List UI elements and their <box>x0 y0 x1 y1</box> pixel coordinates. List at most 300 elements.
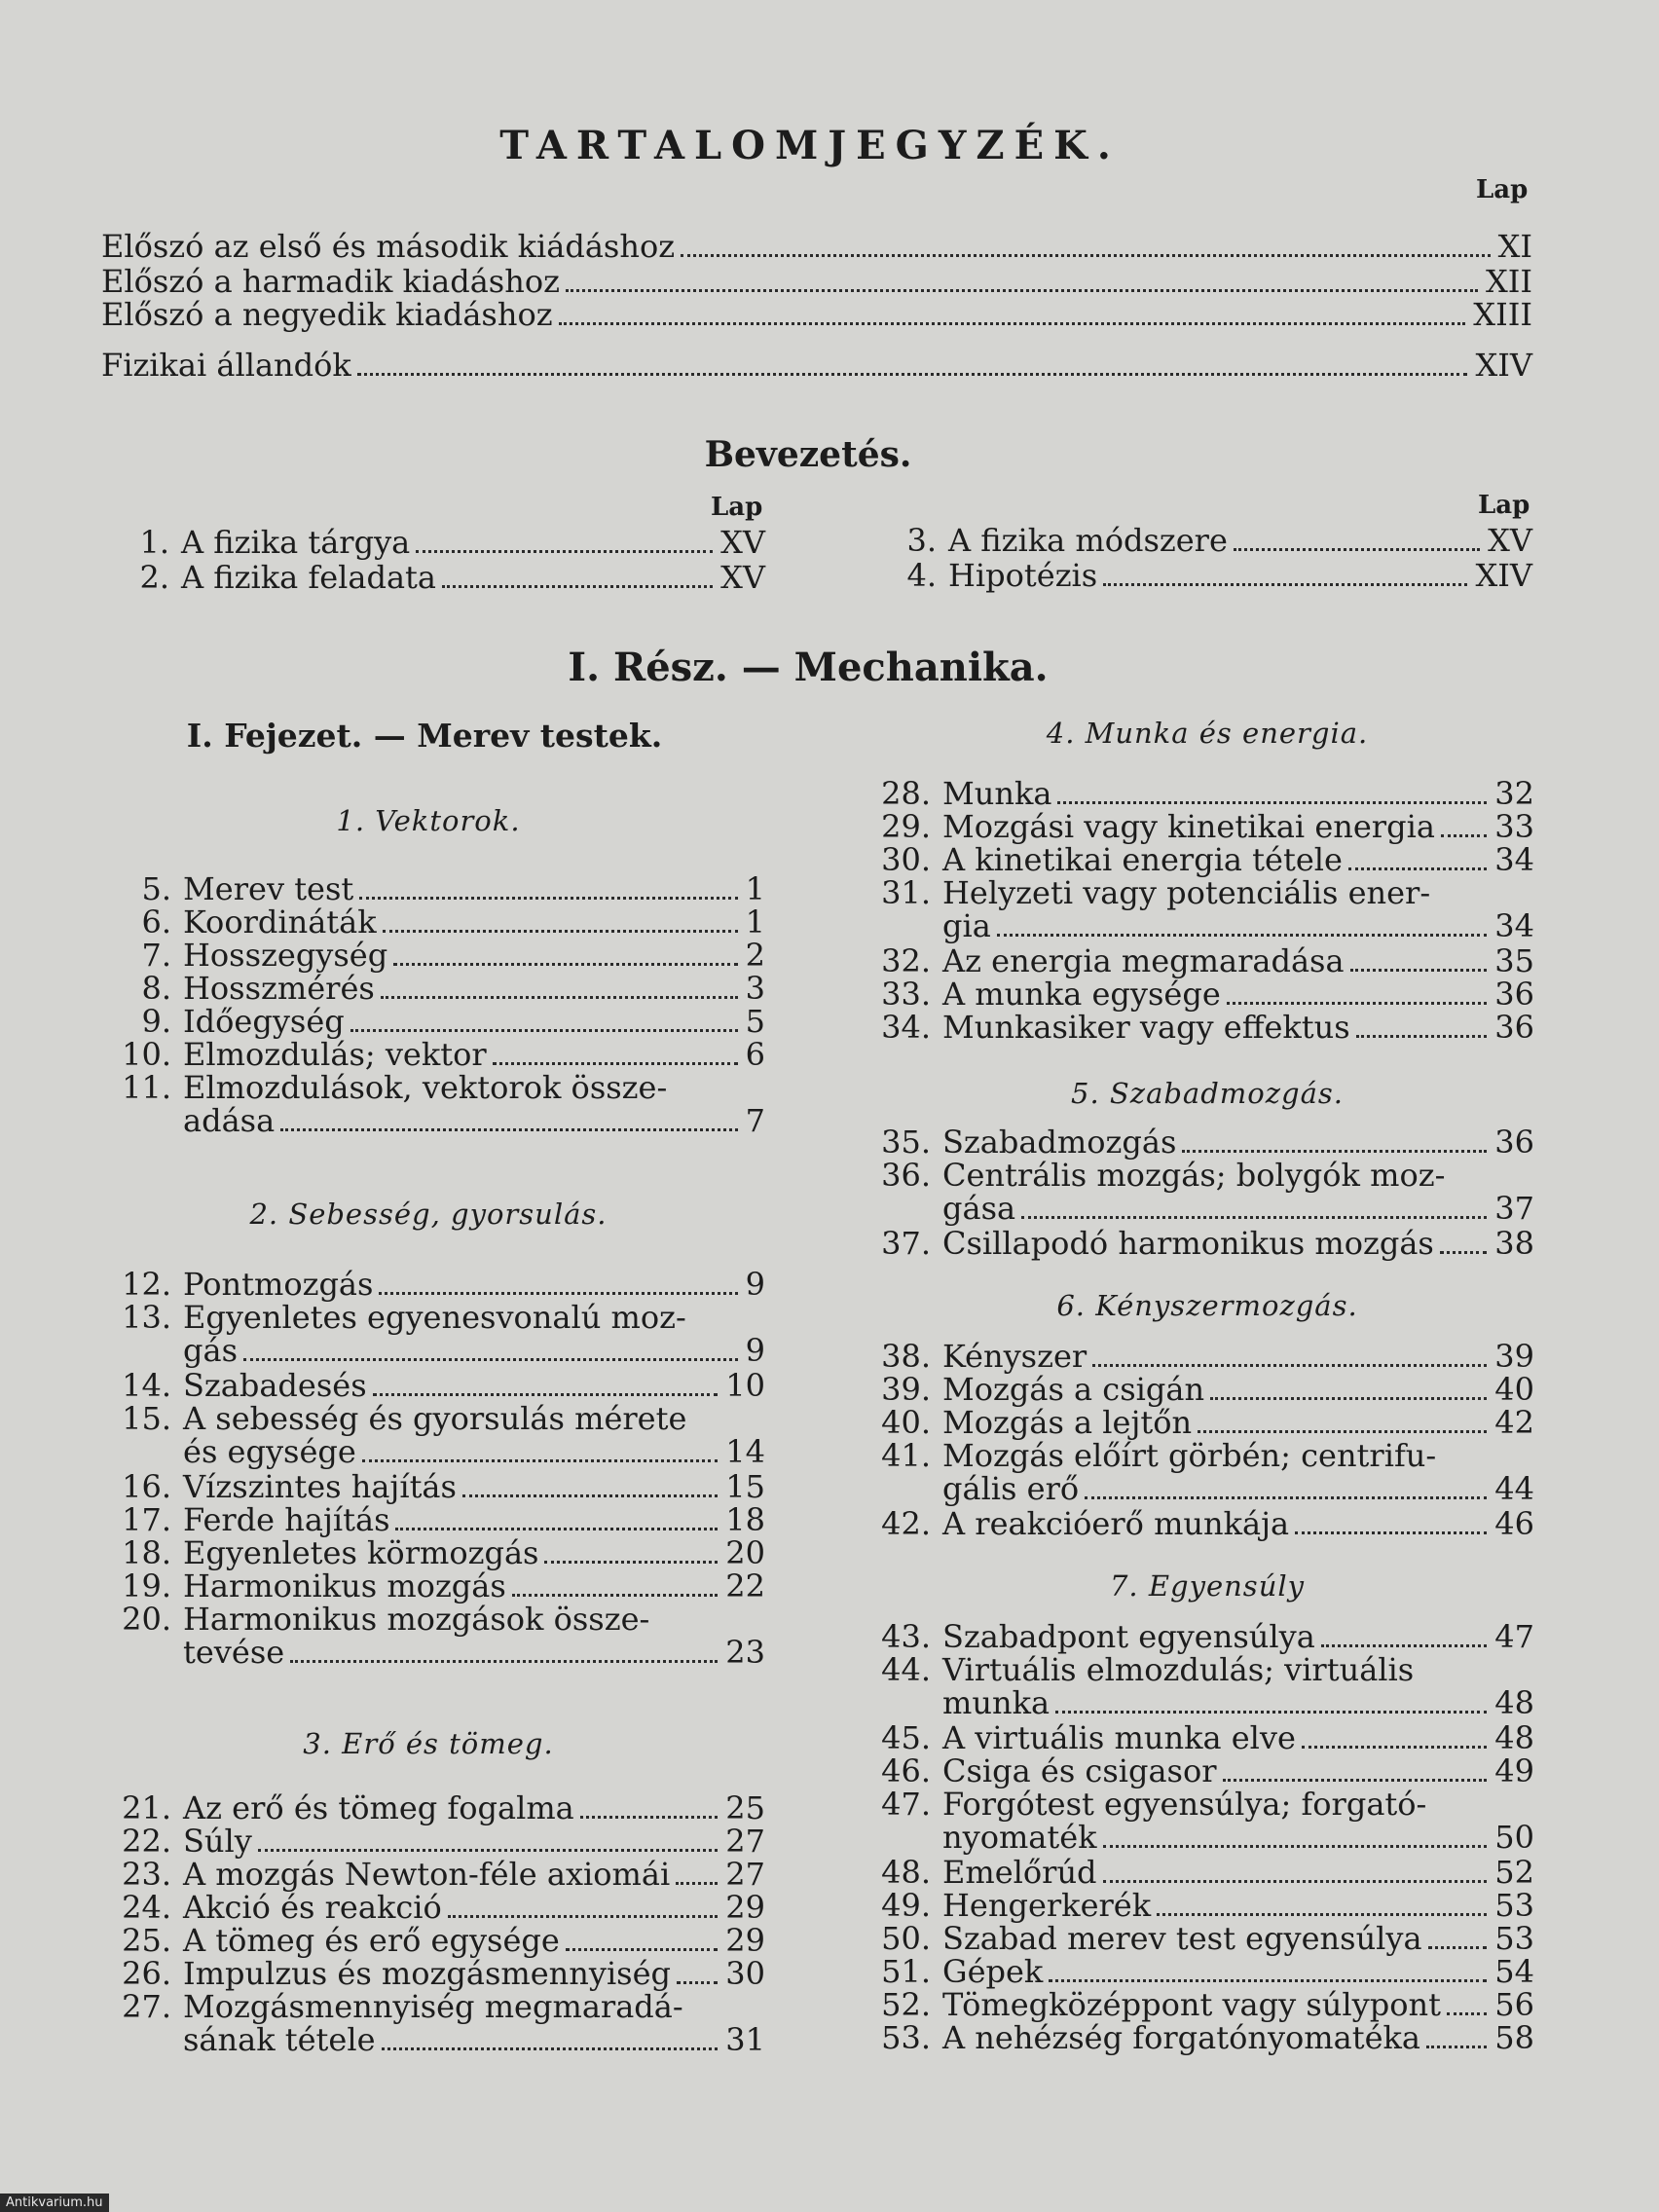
entry-page: 29 <box>725 1922 765 1959</box>
toc-entry <box>872 843 1534 877</box>
entry-page: 36 <box>1494 976 1534 1013</box>
toc-entry <box>109 1825 765 1859</box>
toc-entry <box>109 1301 765 1335</box>
dot-leader <box>1085 1496 1487 1499</box>
toc-entry <box>109 1858 765 1892</box>
entry-num: 18. <box>122 1534 171 1571</box>
intro-row <box>886 524 1532 558</box>
toc-entry <box>109 1402 765 1436</box>
dot-leader <box>448 1915 719 1918</box>
entry-label: Vízszintes hajítás <box>183 1468 457 1505</box>
part-heading: I. Rész. — Mechanika. <box>568 645 1049 690</box>
entry-page: 44 <box>1494 1470 1534 1507</box>
entry-page: 31 <box>725 2021 765 2058</box>
toc-entry <box>872 1406 1534 1440</box>
entry-label: Helyzeti vagy potenciális ener- <box>942 874 1431 911</box>
toc-entry-continuation <box>183 1636 765 1670</box>
entry-label: Szabadesés <box>183 1367 367 1404</box>
entry-num: 40. <box>881 1404 931 1441</box>
entry-page: 40 <box>1494 1371 1534 1408</box>
entry-page: 30 <box>725 1955 765 1992</box>
entry-num: 9. <box>141 1003 171 1040</box>
entry-num: 48. <box>881 1854 931 1891</box>
entry-label: Harmonikus mozgások össze- <box>183 1601 650 1638</box>
entry-label: A sebesség és gyorsulás mérete <box>183 1400 687 1437</box>
entry-num: 22. <box>122 1823 171 1860</box>
entry-page: XII <box>1485 263 1532 300</box>
entry-page: 50 <box>1494 1819 1534 1856</box>
entry-page: 53 <box>1494 1920 1534 1957</box>
toc-entry <box>872 1754 1534 1788</box>
entry-num: 21. <box>122 1789 171 1826</box>
entry-label-continuation: tevése <box>183 1634 285 1671</box>
entry-page: XV <box>720 524 765 561</box>
entry-page: 6 <box>745 1036 765 1073</box>
dot-leader <box>566 1948 718 1951</box>
preface-row <box>101 298 1532 332</box>
dot-leader <box>1356 1035 1488 1038</box>
toc-entry-continuation <box>183 1435 765 1469</box>
toc-entry <box>872 1988 1534 2022</box>
section-heading: 3. Erő és tömeg. <box>303 1727 554 1760</box>
entry-label: Ferde hajítás <box>183 1501 390 1538</box>
entry-page: 34 <box>1494 907 1534 944</box>
entry-page: 48 <box>1494 1684 1534 1721</box>
entry-label: Előszó az első és második kiádáshoz <box>101 228 676 265</box>
entry-label-continuation: adása <box>183 1102 276 1139</box>
entry-page: 5 <box>745 1003 765 1040</box>
entry-num: 44. <box>881 1651 931 1688</box>
dot-leader <box>1348 867 1487 870</box>
entry-label: Csiga és csigasor <box>942 1752 1217 1789</box>
dot-leader <box>373 1393 719 1396</box>
entry-page: 58 <box>1494 2019 1534 2056</box>
entry-label: Súly <box>183 1823 252 1860</box>
entry-label: Centrális mozgás; bolygók moz- <box>942 1157 1446 1194</box>
dot-leader <box>290 1660 718 1663</box>
entry-num: 15. <box>122 1400 171 1437</box>
entry-label: Mozgási vagy kinetikai energia <box>942 808 1435 845</box>
toc-entry <box>872 777 1534 811</box>
entry-num: 1. <box>139 524 169 561</box>
dot-leader <box>1227 1002 1488 1005</box>
entry-page: 48 <box>1494 1719 1534 1756</box>
dot-leader <box>243 1358 738 1361</box>
dot-leader <box>1321 1644 1488 1647</box>
toc-entry-continuation <box>183 1334 765 1368</box>
dot-leader <box>677 1981 718 1984</box>
entry-label: Az erő és tömeg fogalma <box>183 1789 574 1826</box>
dot-leader <box>544 1561 718 1564</box>
toc-entry <box>872 944 1534 978</box>
entry-num: 13. <box>122 1299 171 1336</box>
entry-page: 56 <box>1494 1986 1534 2023</box>
section-heading: 5. Szabadmozgás. <box>1071 1077 1344 1110</box>
page-title: TARTALOMJEGYZÉK. <box>499 123 1121 168</box>
entry-num: 41. <box>881 1437 931 1474</box>
toc-entry <box>109 1536 765 1570</box>
dot-leader <box>383 930 738 933</box>
entry-label: A fizika feladata <box>181 559 436 596</box>
entry-num: 33. <box>881 976 931 1013</box>
dot-leader <box>258 1849 718 1852</box>
watermark: Antikvarium.hu <box>0 2194 109 2212</box>
toc-entry <box>109 1071 765 1105</box>
toc-entry <box>872 1227 1534 1261</box>
dot-leader <box>382 2047 719 2050</box>
entry-label: A virtuális munka elve <box>942 1719 1296 1756</box>
entry-label: Elmozdulás; vektor <box>183 1036 487 1073</box>
entry-page: 29 <box>725 1889 765 1926</box>
entry-page: 9 <box>745 1266 765 1303</box>
toc-entry <box>872 876 1534 910</box>
entry-label: Koordináták <box>183 903 377 940</box>
toc-entry <box>109 1990 765 2024</box>
entry-page: 54 <box>1494 1953 1534 1990</box>
entry-num: 28. <box>881 775 931 812</box>
toc-entry <box>872 810 1534 844</box>
section-heading: 2. Sebesség, gyorsulás. <box>249 1198 608 1231</box>
entry-page: 49 <box>1494 1752 1534 1789</box>
preface-row <box>101 230 1532 264</box>
entry-label-continuation: gális erő <box>942 1470 1080 1507</box>
dot-leader <box>393 963 737 966</box>
dot-leader <box>1021 1216 1487 1219</box>
toc-entry <box>872 1922 1534 1956</box>
entry-num: 10. <box>122 1036 171 1073</box>
dot-leader <box>1055 1711 1487 1714</box>
dot-leader <box>1103 1880 1488 1883</box>
toc-entry <box>872 1011 1534 1045</box>
entry-page: XIV <box>1475 557 1532 594</box>
entry-page: 52 <box>1494 1854 1534 1891</box>
toc-entry <box>109 1038 765 1072</box>
entry-page: 33 <box>1494 808 1534 845</box>
entry-label: Hosszmérés <box>183 970 375 1007</box>
entry-num: 53. <box>881 2019 931 2056</box>
toc-entry <box>109 1005 765 1039</box>
dot-leader <box>1441 834 1487 837</box>
entry-num: 16. <box>122 1468 171 1505</box>
toc-entry <box>872 1507 1534 1541</box>
entry-page: 38 <box>1494 1225 1534 1262</box>
entry-label-continuation: munka <box>942 1684 1051 1721</box>
entry-label: Szabadmozgás <box>942 1124 1177 1161</box>
dot-leader <box>1447 2012 1487 2015</box>
dot-leader <box>1198 1430 1487 1433</box>
entry-page: 39 <box>1494 1338 1534 1375</box>
entry-label: Előszó a harmadik kiadáshoz <box>101 263 560 300</box>
entry-label: Akció és reakció <box>183 1889 442 1926</box>
entry-label: Merev test <box>183 870 354 907</box>
toc-entry-continuation <box>183 1104 765 1138</box>
entry-num: 42. <box>881 1505 931 1542</box>
entry-label: Egyenletes egyenesvonalú moz- <box>183 1299 686 1336</box>
entry-num: 43. <box>881 1618 931 1655</box>
entry-num: 4. <box>906 557 937 594</box>
dot-leader <box>1049 1979 1487 1982</box>
entry-page: 47 <box>1494 1618 1534 1655</box>
dot-leader <box>580 1816 719 1819</box>
entry-num: 52. <box>881 1986 931 2023</box>
entry-page: 2 <box>745 937 765 974</box>
toc-entry <box>872 1653 1534 1687</box>
entry-label: Kényszer <box>942 1338 1088 1375</box>
dot-leader <box>1210 1397 1487 1400</box>
dot-leader <box>381 996 738 999</box>
toc-entry <box>872 1788 1534 1822</box>
entry-page: 25 <box>725 1789 765 1826</box>
dot-leader <box>362 1459 718 1462</box>
entry-label: Virtuális elmozdulás; virtuális <box>942 1651 1415 1688</box>
entry-num: 38. <box>881 1338 931 1375</box>
entry-label: A kinetikai energia tétele <box>942 841 1343 878</box>
entry-num: 37. <box>881 1225 931 1262</box>
dot-leader <box>280 1128 738 1131</box>
entry-label: Mozgás a lejtőn <box>942 1404 1193 1441</box>
entry-page: 53 <box>1494 1887 1534 1924</box>
entry-label: Mozgásmennyiség megmaradá- <box>183 1988 683 2025</box>
entry-num: 26. <box>122 1955 171 1992</box>
toc-entry <box>872 1340 1534 1374</box>
entry-num: 31. <box>881 874 931 911</box>
entry-label-continuation: gia <box>942 907 991 944</box>
entry-page: XV <box>1488 522 1532 559</box>
entry-label: A fizika tárgya <box>181 524 411 561</box>
entry-page: 7 <box>745 1102 765 1139</box>
toc-entry <box>109 1369 765 1403</box>
entry-num: 7. <box>141 937 171 974</box>
dot-leader <box>1223 1779 1488 1782</box>
section-heading: 7. Egyensúly <box>1109 1569 1306 1603</box>
entry-label: Szabad merev test egyensúlya <box>942 1920 1422 1957</box>
entry-label: A mozgás Newton-féle axiomái <box>183 1856 671 1893</box>
entry-num: 27. <box>122 1988 171 2025</box>
entry-page: 1 <box>745 903 765 940</box>
entry-page: 27 <box>725 1856 765 1893</box>
entry-page: 23 <box>725 1634 765 1671</box>
dot-leader <box>676 1882 718 1885</box>
toc-entry <box>109 1791 765 1825</box>
entry-num: 36. <box>881 1157 931 1194</box>
entry-num: 32. <box>881 942 931 979</box>
section-heading: 6. Kényszermozgás. <box>1056 1289 1358 1322</box>
entry-page: 46 <box>1494 1505 1534 1542</box>
entry-num: 39. <box>881 1371 931 1408</box>
dot-leader <box>1092 1364 1487 1367</box>
entry-label: Mozgás a csigán <box>942 1371 1205 1408</box>
entry-num: 2. <box>139 559 169 596</box>
toc-entry <box>872 977 1534 1012</box>
entry-label: A nehézség forgatónyomatéka <box>942 2019 1420 2056</box>
entry-page: 22 <box>725 1567 765 1604</box>
lap-label-right: Lap <box>1478 491 1530 520</box>
toc-entry <box>872 1125 1534 1160</box>
entry-label: Fizikai állandók <box>101 347 351 384</box>
entry-page: 18 <box>725 1501 765 1538</box>
toc-entry <box>109 939 765 973</box>
section-heading: 1. Vektorok. <box>336 804 521 837</box>
intro-row <box>123 526 765 560</box>
toc-entry <box>109 1891 765 1925</box>
dot-leader <box>350 1029 738 1032</box>
intro-heading: Bevezetés. <box>704 434 912 475</box>
entry-num: 34. <box>881 1009 931 1046</box>
entry-label-continuation: gása <box>942 1190 1016 1227</box>
entry-label: Csillapodó harmonikus mozgás <box>942 1225 1434 1262</box>
dot-leader <box>1350 969 1488 972</box>
entry-num: 46. <box>881 1752 931 1789</box>
entry-page: XIV <box>1475 347 1532 384</box>
entry-num: 20. <box>122 1601 171 1638</box>
toc-entry <box>109 1569 765 1604</box>
entry-num: 25. <box>122 1922 171 1959</box>
entry-label: Emelőrúd <box>942 1854 1097 1891</box>
dot-leader <box>395 1528 718 1530</box>
entry-label: A reakcióerő munkája <box>942 1505 1290 1542</box>
dot-leader <box>1302 1746 1487 1749</box>
entry-label: Munka <box>942 775 1052 812</box>
entry-label: Gépek <box>942 1953 1044 1990</box>
dot-leader <box>1057 801 1487 804</box>
dot-leader <box>1182 1150 1487 1153</box>
toc-entry-continuation <box>942 1686 1534 1720</box>
entry-num: 24. <box>122 1889 171 1926</box>
entry-label-continuation: és egysége <box>183 1433 356 1470</box>
dot-leader <box>379 1292 737 1295</box>
entry-page: 27 <box>725 1823 765 1860</box>
entry-label: Harmonikus mozgás <box>183 1567 506 1604</box>
toc-entry <box>872 2021 1534 2055</box>
entry-label: Impulzus és mozgásmennyiség <box>183 1955 672 1992</box>
entry-num: 3. <box>906 522 937 559</box>
entry-label: A fizika módszere <box>948 522 1228 559</box>
entry-page: 36 <box>1494 1124 1534 1161</box>
intro-row <box>123 561 765 595</box>
entry-page: 9 <box>745 1332 765 1369</box>
toc-entry <box>109 972 765 1006</box>
toc-entry <box>109 905 765 940</box>
entry-label: Pontmozgás <box>183 1266 374 1303</box>
entry-num: 5. <box>141 870 171 907</box>
entry-label: A munka egysége <box>942 976 1221 1013</box>
toc-entry <box>109 1503 765 1537</box>
dot-leader <box>1295 1531 1487 1534</box>
toc-entry <box>872 1721 1534 1755</box>
toc-entry-continuation <box>942 1472 1534 1506</box>
entry-page: 15 <box>725 1468 765 1505</box>
entry-num: 29. <box>881 808 931 845</box>
entry-label: Munkasiker vagy effektus <box>942 1009 1350 1046</box>
dot-leader <box>1440 1251 1487 1254</box>
toc-entry <box>109 1268 765 1302</box>
entry-label: Mozgás előírt görbén; centrifu- <box>942 1437 1437 1474</box>
toc-entry <box>109 1470 765 1504</box>
toc-entry <box>109 1924 765 1958</box>
entry-page: 36 <box>1494 1009 1534 1046</box>
entry-page: 37 <box>1494 1190 1534 1227</box>
entry-page: 1 <box>745 870 765 907</box>
entry-label: Hengerkerék <box>942 1887 1152 1924</box>
dot-leader <box>1426 2046 1487 2048</box>
entry-label-continuation: sának tétele <box>183 2021 376 2058</box>
entry-label: A tömeg és erő egysége <box>183 1922 560 1959</box>
dot-leader <box>493 1062 738 1065</box>
dot-leader <box>1428 1946 1488 1949</box>
dot-leader <box>512 1594 719 1597</box>
lap-label-left: Lap <box>711 493 763 522</box>
entry-label: Szabadpont egyensúlya <box>942 1618 1315 1655</box>
dot-leader <box>359 897 737 900</box>
entry-num: 45. <box>881 1719 931 1756</box>
toc-entry <box>872 1439 1534 1473</box>
entry-label: Az energia megmaradása <box>942 942 1345 979</box>
entry-page: XIII <box>1473 296 1532 333</box>
toc-entry <box>872 1856 1534 1890</box>
section-heading: 4. Munka és energia. <box>1046 717 1369 750</box>
entry-label: Hosszegység <box>183 937 388 974</box>
entry-label-continuation: nyomaték <box>942 1819 1097 1856</box>
dot-leader <box>997 934 1487 937</box>
entry-page: 20 <box>725 1534 765 1571</box>
entry-label-continuation: gás <box>183 1332 238 1369</box>
entry-label: Időegység <box>183 1003 345 1040</box>
entry-page: XV <box>720 559 765 596</box>
entry-page: 10 <box>725 1367 765 1404</box>
lap-label-top: Lap <box>1476 175 1529 204</box>
entry-num: 30. <box>881 841 931 878</box>
toc-entry <box>872 1889 1534 1923</box>
intro-row <box>886 559 1532 593</box>
preface-row <box>101 349 1532 383</box>
preface-row <box>101 265 1532 299</box>
toc-entry <box>109 1603 765 1637</box>
entry-num: 17. <box>122 1501 171 1538</box>
entry-label: Előszó a negyedik kiadáshoz <box>101 296 553 333</box>
entry-page: 35 <box>1494 942 1534 979</box>
dot-leader <box>462 1494 718 1497</box>
entry-num: 12. <box>122 1266 171 1303</box>
chapter-heading: I. Fejezet. — Merev testek. <box>186 717 663 755</box>
entry-label: Forgótest egyensúlya; forgató- <box>942 1786 1427 1823</box>
entry-page: XI <box>1497 228 1532 265</box>
entry-page: 34 <box>1494 841 1534 878</box>
entry-num: 47. <box>881 1786 931 1823</box>
toc-entry <box>872 1373 1534 1407</box>
toc-entry-continuation <box>942 1821 1534 1855</box>
entry-num: 11. <box>122 1069 171 1106</box>
toc-entry-continuation <box>942 909 1534 943</box>
entry-num: 51. <box>881 1953 931 1990</box>
toc-entry <box>109 872 765 906</box>
toc-entry <box>109 1957 765 1991</box>
toc-entry-continuation <box>942 1192 1534 1226</box>
entry-page: 42 <box>1494 1404 1534 1441</box>
entry-page: 32 <box>1494 775 1534 812</box>
toc-entry <box>872 1620 1534 1654</box>
dot-leader <box>1103 1845 1488 1848</box>
entry-label: Elmozdulások, vektorok össze- <box>183 1069 668 1106</box>
entry-page: 3 <box>745 970 765 1007</box>
entry-num: 35. <box>881 1124 931 1161</box>
dot-leader <box>1157 1913 1487 1916</box>
entry-num: 23. <box>122 1856 171 1893</box>
entry-num: 50. <box>881 1920 931 1957</box>
entry-page: 14 <box>725 1433 765 1470</box>
entry-label: Tömegközéppont vagy súlypont <box>942 1986 1441 2023</box>
entry-num: 49. <box>881 1887 931 1924</box>
entry-label: Hipotézis <box>948 557 1098 594</box>
